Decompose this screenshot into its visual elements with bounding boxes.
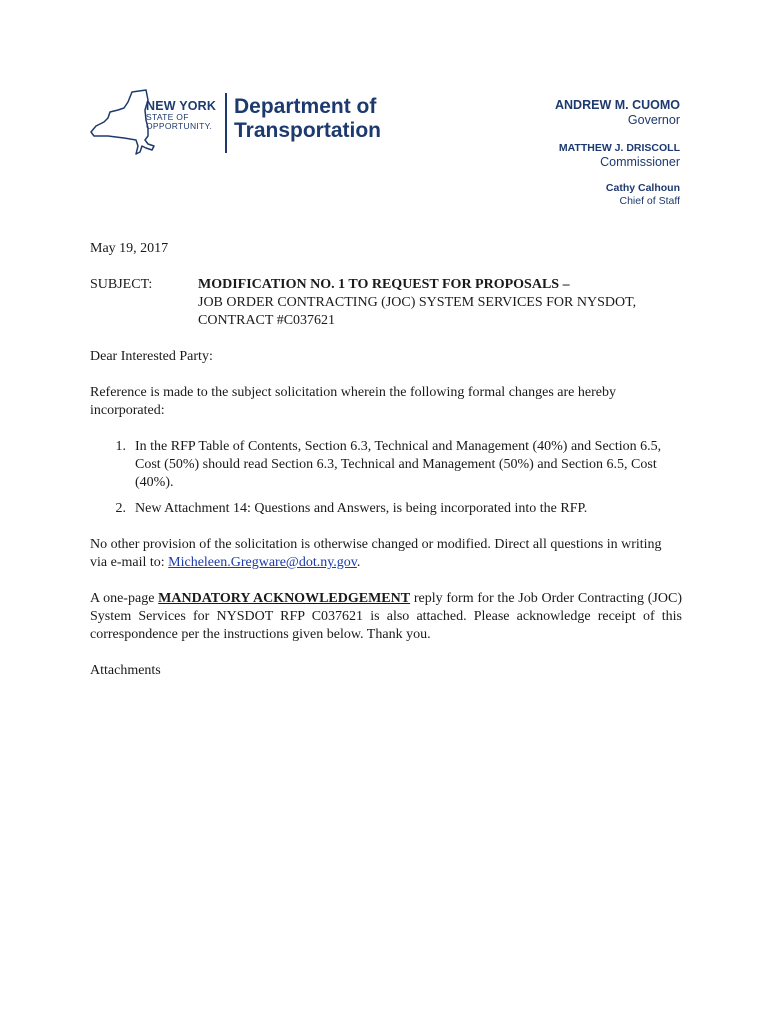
chief-of-staff-name: Cathy Calhoun [605, 182, 680, 194]
department-name-line1: Department of [234, 95, 377, 118]
acknowledgement-paragraph [90, 590, 682, 644]
attachments-label: Attachments [90, 663, 161, 678]
department-name-line2: Transportation [234, 119, 382, 142]
list-item-text: In the RFP Table of Contents, Section 6.3, Technical and Management (40%) and Section 6.5, Cost (50%) should read Section 6.3, Technical and Management (50%) and Section 6.5, Cost (40%). [135, 439, 662, 490]
letter-date: May 19, 2017 [90, 241, 169, 256]
subject-text [198, 276, 682, 330]
ny-wordmark-line2: STATE OF [146, 112, 189, 122]
list-item-text: New Attachment 14: Questions and Answers, is being incorporated into the RFP. [135, 501, 588, 516]
governor-name: ANDREW M. CUOMO [555, 98, 680, 112]
letterhead [0, 0, 770, 220]
officials-block [555, 98, 680, 207]
no-other-paragraph [90, 536, 682, 572]
ack-start: A one-page [90, 591, 159, 606]
changes-list [90, 438, 682, 518]
governor-title: Governor [627, 113, 680, 127]
logo-divider [225, 93, 227, 153]
mandatory-acknowledgement-label: MANDATORY ACKNOWLEDGEMENT [158, 591, 411, 606]
commissioner-name: MATTHEW J. DRISCOLL [558, 142, 680, 154]
subject-line2: JOB ORDER CONTRACTING (JOC) SYSTEM SERVICES FOR NYSDOT, CONTRACT #C037621 [198, 295, 637, 328]
contact-email-link[interactable]: Micheleen.Gregware@dot.ny.gov [168, 555, 357, 570]
ny-state-wordmark [146, 100, 216, 131]
intro-paragraph: Reference is made to the subject solicitation wherein the following formal changes are hereby incorporated: [90, 385, 616, 418]
list-item [90, 500, 682, 518]
ny-wordmark-line1: NEW YORK [146, 99, 217, 113]
list-item-number: 1. [115, 439, 126, 454]
commissioner-title: Commissioner [600, 155, 680, 169]
no-other-text: No other provision of the solicitation is otherwise changed or modified. Direct all questions in writing via e-mail to: [90, 537, 662, 570]
salutation: Dear Interested Party: [90, 349, 213, 364]
subject-label: SUBJECT: [90, 277, 153, 292]
no-other-end: . [356, 555, 361, 570]
ack-end: reply form for the Job Order Contracting (JOC) System Services for NYSDOT RFP C037621 is also attached. Please acknowledge receipt of this correspondence per the instructions given below. Thank you. [90, 591, 682, 642]
department-name [234, 95, 381, 143]
chief-of-staff-title: Chief of Staff [619, 195, 680, 207]
subject-row [90, 276, 682, 330]
list-item [90, 438, 682, 492]
letter-body [90, 240, 682, 698]
subject-line1: MODIFICATION NO. 1 TO REQUEST FOR PROPOSALS – [198, 277, 570, 292]
ny-wordmark-line3: OPPORTUNITY. [146, 121, 213, 131]
list-item-number: 2. [115, 501, 126, 516]
